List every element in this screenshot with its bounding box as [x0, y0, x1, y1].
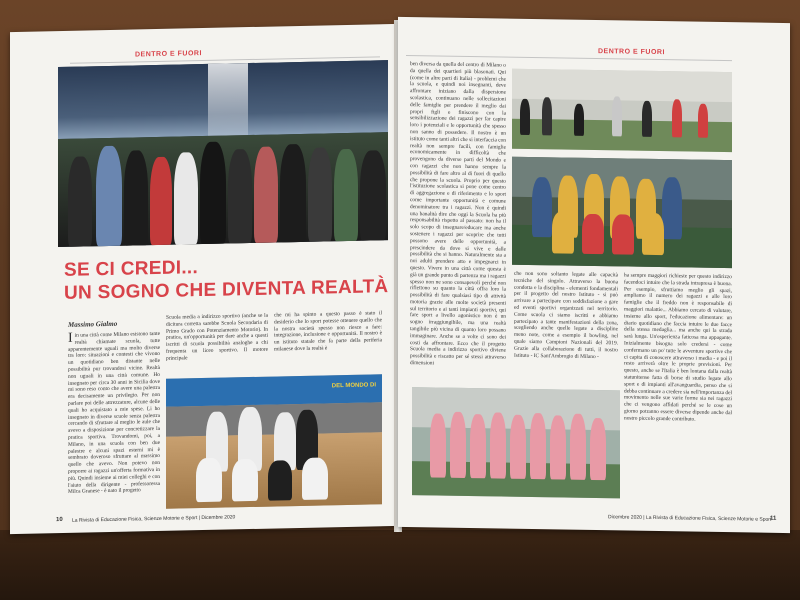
footer-left: La Rivista di Educazione Fisica, Scienze Motorie e Sport | Dicembre 2020 — [72, 514, 236, 524]
stadium-photo — [58, 60, 388, 247]
left-column-1 — [68, 331, 160, 511]
bowling-banner: DEL MONDO DI — [331, 382, 376, 390]
page-number-left: 10 — [56, 516, 63, 524]
left-column-1-text: in una città come Milano esistono tante realtà chiamate scuola, tutte apparentemente uguali ma molto diverse tra loro: situazioni e contesti che vivono un quotidiano ben distante nelle possibilità pur trovandosi vicine. Realtà non uguali in una città comune. Ho insegnato per circa 30 anni in Sicilia dove mi sono reso conto che avere una palestra era decisamente un privilegio. Per non parlare poi delle attrezzature, alcune delle quali ho acquistato a mie spese. Li ho insegnato in diverse scuole senza palestra cercando di sfruttare al meglio le aule che avevo a disposizione per concretizzare la pratica sportiva. Trovandomi, poi, a Milano, in una scuola con ben due palestre e alcuni spazi esterni mi è sembrato doveroso sfruttare al massimo quello che avevo. Non potevo non proporre ai ragazzi un'offerta formativa in più. Quindi insieme ai miei colleghi e con l'aiuto della dirigente - professoressa Milca Granese - è nato il progetto — [68, 330, 160, 496]
right-page — [398, 17, 790, 533]
footer-right: Dicembre 2020 | La Rivista di Educazione Fisica, Scienze Motorie e Sport — [608, 514, 772, 523]
page-number-right: 11 — [770, 515, 777, 522]
pink-team-photo — [412, 387, 620, 498]
right-column-2: che non sono soltanto legate alle capacità tecniche del singolo. Attraverso la buona condotta e la disciplina - elementi fondamentali per il progetto del nostro Istituto - si può arrivare a partecipare con soddisfazione a gare ed eventi sportivi organizzati nel territorio. Come scuola ci siamo iscritti e abbiamo partecipato a tante manifestazioni della zona, scegliendo anche quelle legate a discipline meno note, come a esempio il bowling, nel quale siamo Campioni Nazionali del 2019. Grazie alla collaborazione di tutti, il nostro Istituto - IC Sant'Ambrogio di Milano - — [514, 270, 618, 360]
section-tag-left: DENTRO E FUORI — [135, 50, 202, 59]
bowling-photo — [166, 374, 382, 509]
drop-cap: I — [68, 330, 73, 346]
left-column-2: Scuola media a indirizzo sportivo (anche se la dicitura corretta sarebbe Scuola Secondaria di Primo Grado con Potenziamento Motorio). In pratica, un'opportunità per dare anche a questi iscritti di scuola possibilità analoghe a chi frequenta un liceo sportivo. Il motore principale — [166, 312, 268, 362]
section-tag-right: DENTRO E FUORI — [598, 48, 665, 57]
headline-line2: UN SOGNO CHE DIVENTA REALTÀ — [64, 276, 389, 304]
team-photo — [512, 157, 732, 268]
headline-line1: SE CI CREDI... — [64, 257, 199, 281]
left-page — [10, 24, 398, 534]
gym-photo — [512, 69, 732, 152]
left-column-3: che mi ha spinto a questo passo è stato il desiderio che lo sport potesse ottenere quello che la nostra società spesso non riesce a fare: integrazione, inclusione e opportunità. Il nostro è un istituto statale che fa parte della periferia milanese dove la realtà è — [274, 310, 382, 353]
tag-rule-right — [406, 55, 732, 61]
right-column-1: ben diversa da quella del centro di Milano o da quella dei quartieri più blasonati. Qui (come in altre parti di Italia) - problemi che la scuola, e quindi noi insegnanti, deve affrontare iniziano dalla dispersione scolastica, continuano nelle sollecitazioni delle famiglie per prendere il meglio dai propri figli e finiscono con la sensibilizzazione dei ragazzi per far capire loro i potenziali e le opportunità che spesso non sanno di possedere. Il nostro è un istituto come tanti altri che si interfaccia con realtà non sempre facili, con famiglie economicamente in difficoltà che provengono da diverse parti del Mondo e con ragazzi che non hanno sempre la possibilità di fare altro al di fuori di quello che propone la scuola. Proprio per questo l'istituzione scolastica si pone come centro di aggregazione e di riferimento e lo sport come importante opportunità e comune denominatore tra i ragazzi. Non è quindi una banalità dire che oggi la Scuola ha più responsabilità rispetto al passato: non ha il solo scopo di insegnare/educare ma anche sostenere i ragazzi per scoprire che tutti possono avere delle opportunità, a prescindere da dove si vive e dalle possibilità che si hanno. Naturalmente sta a noi adulti prendere atto e impegnarci in questo. Vivere in una città come questa è già un grande punto di partenza ma i ragazzi spesso non ne sono consapevoli perché non riflettono su quanto la città offra loro la possibilità di fare qualsiasi tipo di attività motoria grazie alle molte società presenti sul territorio e ai tanti impianti sportivi, qui fare sport a livello agonistico non è un sogno irraggiungibile, ma una realtà tangibile più vicina di quanto loro possano immaginare. Anche se a volte ci sono dei costi da affrontare. Ecco che il progetto Scuola media a indirizzo sportivo diviene possibilità e riscatto per sé stessi attraverso dimensioni — [410, 61, 506, 367]
right-column-3: ha sempre maggiori richieste per questo indirizzo facendoci intuire che la strada intrapresa è buona. Per esempio, sfruttiamo meglio gli spazi, ampliamo il numero dei ragazzi e alle loro famiglie che il freddo non è responsabile di maggiori malattie... Abbiamo cercato di valutare, insieme allo sport, l'educazione alimentare: un diario quotidiano che faccia intuire le due facce della stessa medaglia... ma anche qui la strada sarà lunga. Un'esperienza faticosa ma appagante. Inizialmente bisogna solo credersi - come confermano un po' tutte le avventure sportive che ci capita di conoscere attraverso i media - e poi il resto arriverà oltre le proprie previsioni. Per questo, anche se l'Italia è ben lontana dalla realtà statunitense fatta di borse di studio legate allo sport e di impianti all'avanguardia, penso che si debba continuare a credere sia nell'importanza del movimento nelle sue varie forme sia nei ragazzi che ci vengono affidati perché se le cose un giorno potranno essere diverse dipende anche dal nostro piccolo grande contributo. — [624, 272, 732, 423]
article-headline — [64, 252, 388, 305]
table-edge — [0, 530, 800, 600]
author-name: Massimo Gialmo — [68, 319, 118, 329]
